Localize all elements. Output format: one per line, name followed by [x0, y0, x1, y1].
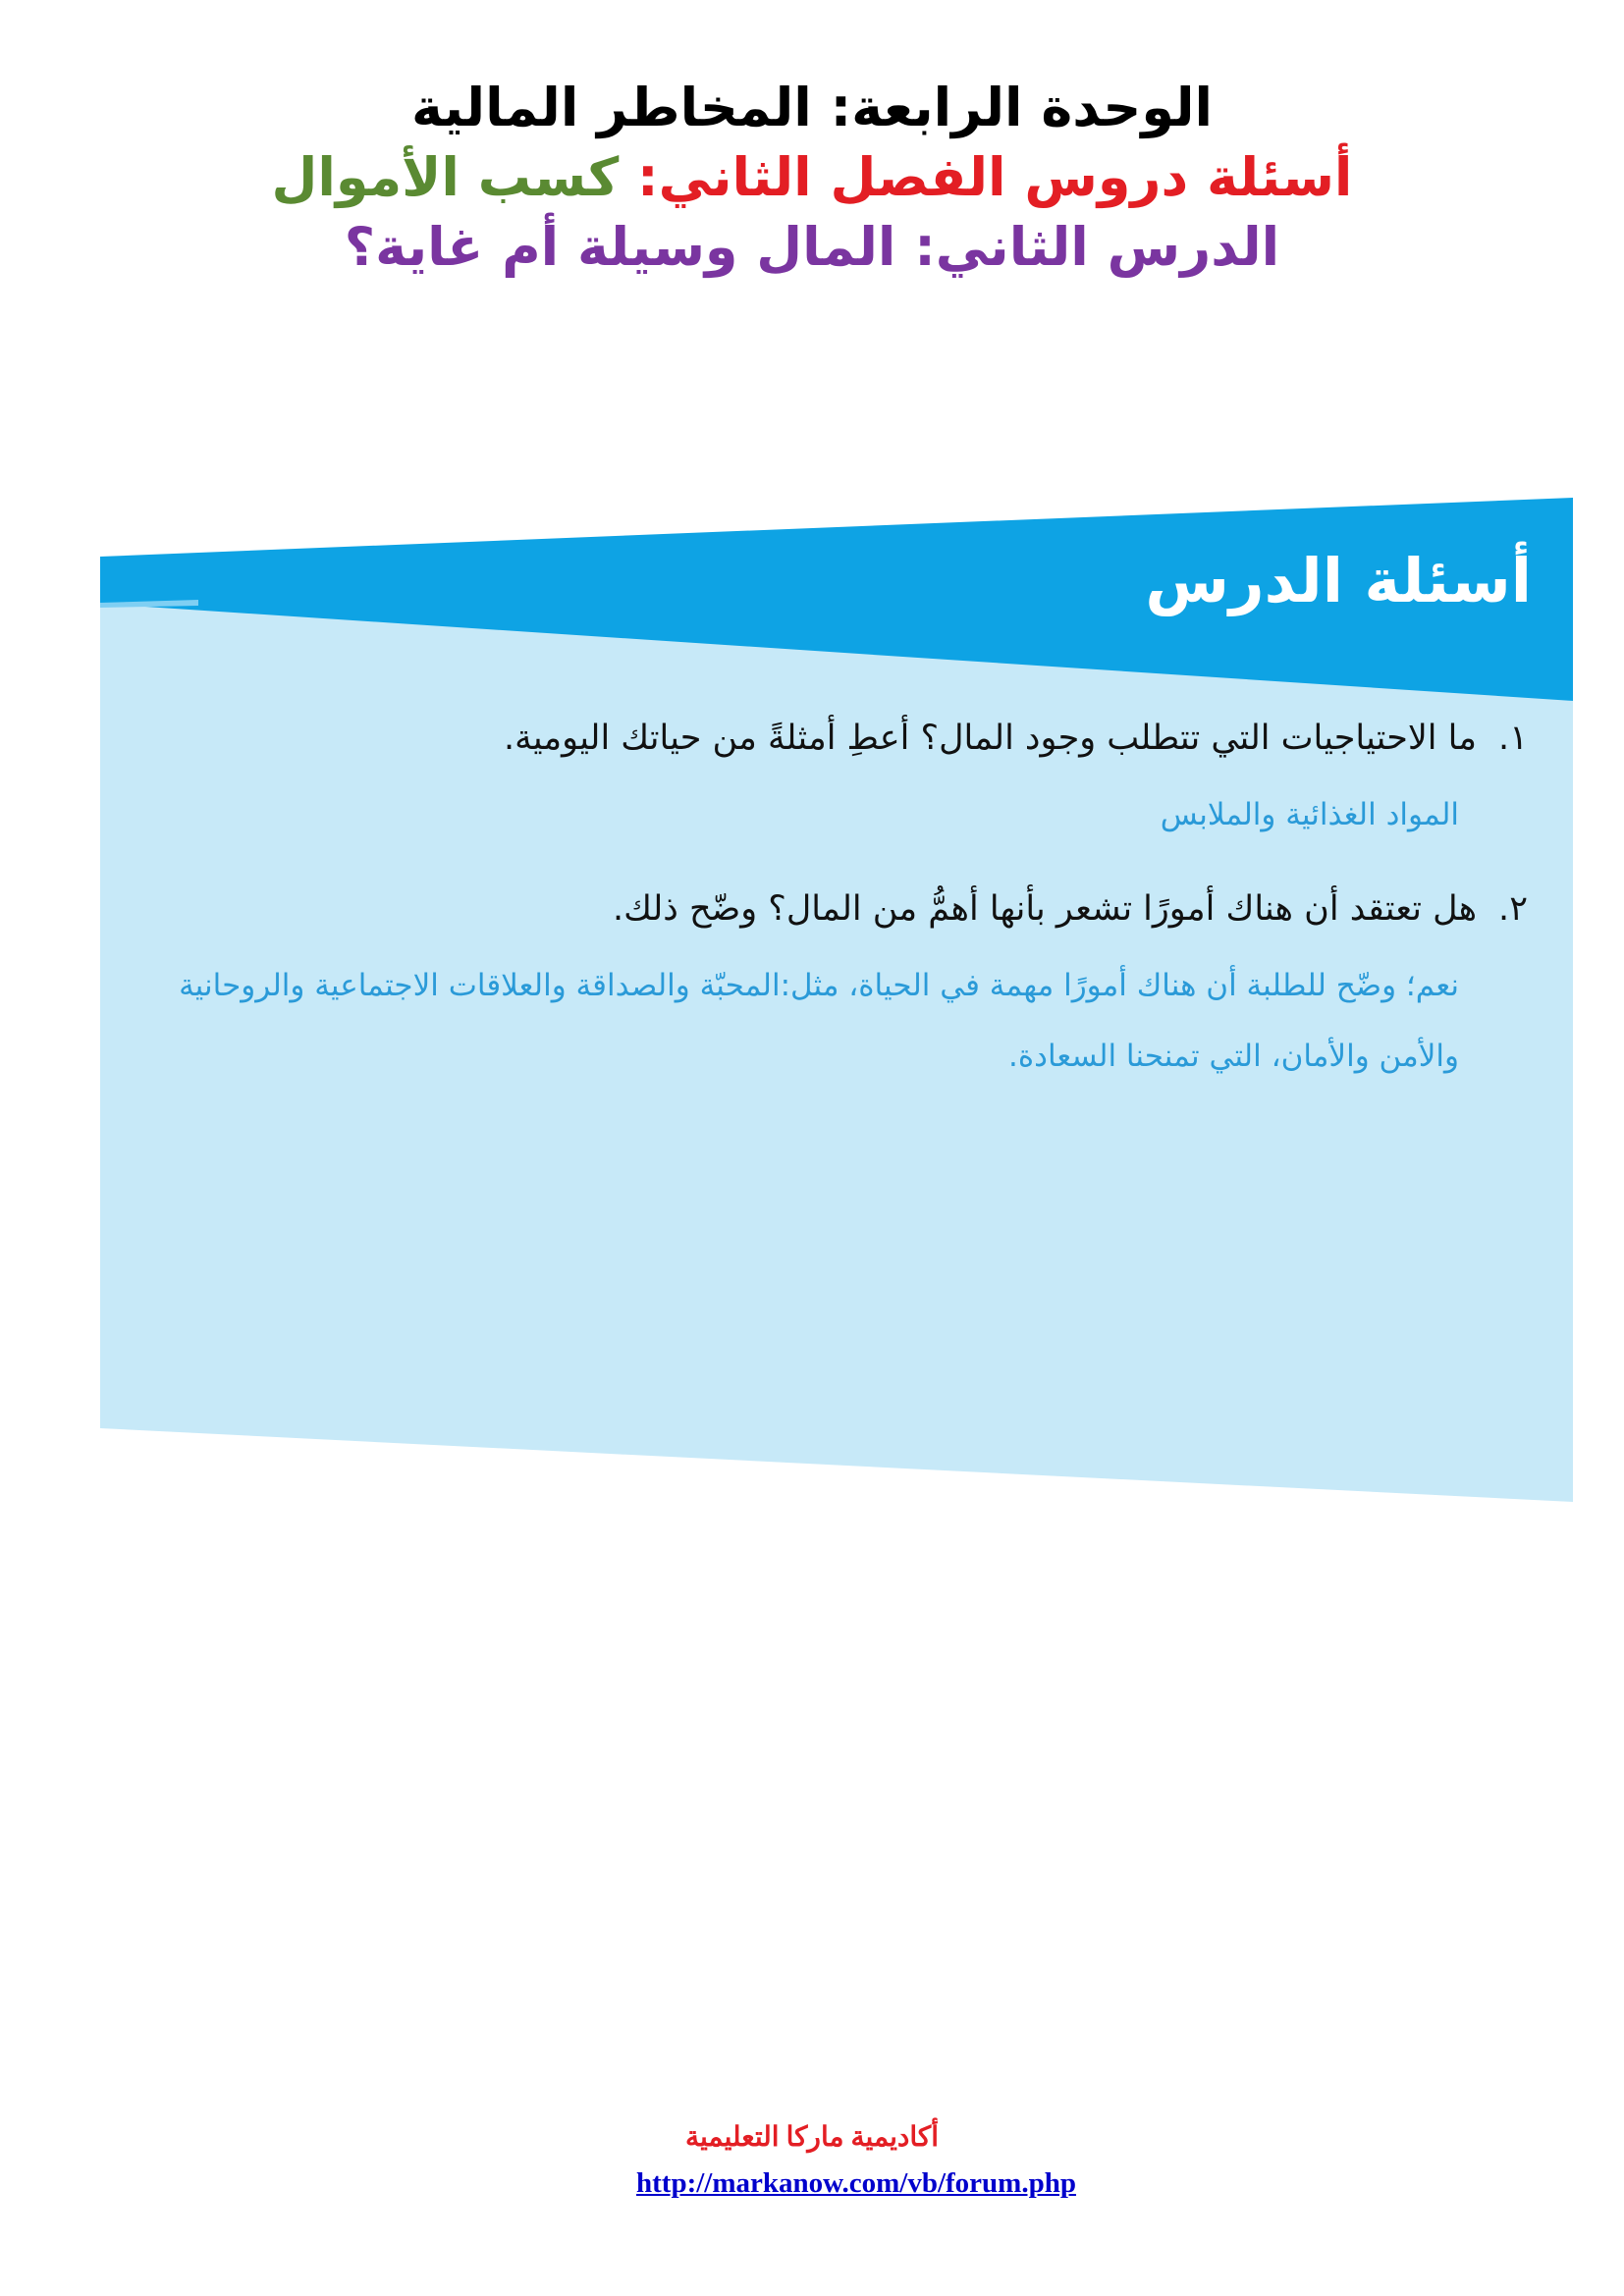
- page-footer: [0, 2120, 1624, 2200]
- chapter-prefix: أسئلة دروس الفصل الثاني:: [637, 145, 1353, 208]
- answer-text: نعم؛ وضّح للطلبة أن هناك أمورًا مهمة في الحياة، مثل:المحبّة والصداقة والعلاقات الاجتماعية والروحانية والأمن والأمان، التي تمنحنا السعادة.: [179, 968, 1459, 1074]
- answer-text: المواد الغذائية والملابس: [1160, 797, 1459, 832]
- lesson-questions-panel: [100, 498, 1573, 1502]
- panel-title: أسئلة الدرس: [1145, 545, 1532, 616]
- question-number: ١.: [1498, 719, 1528, 758]
- lesson-title: الدرس الثاني: المال وسيلة أم غاية؟: [344, 215, 1280, 278]
- unit-title: الوحدة الرابعة: المخاطر المالية: [411, 77, 1213, 138]
- question-item: [118, 709, 1528, 850]
- academy-name: أكاديمية ماركا التعليمية: [684, 2122, 940, 2153]
- question-text: [118, 709, 1528, 768]
- question-number: ٢.: [1498, 889, 1528, 929]
- question-item: [118, 880, 1528, 1092]
- chapter-title: [0, 146, 1624, 210]
- question-text: [118, 880, 1528, 938]
- forum-link[interactable]: http://markanow.com/vb/forum.php: [636, 2167, 1076, 2199]
- question-list: [118, 709, 1528, 1121]
- question-body: هل تعتقد أن هناك أمورًا تشعر بأنها أهمُّ من المال؟ وضّح ذلك.: [612, 889, 1478, 929]
- question-body: ما الاحتياجيات التي تتطلب وجود المال؟ أعطِ أمثلةً من حياتك اليومية.: [503, 719, 1478, 758]
- chapter-name: كسب الأموال: [271, 145, 620, 208]
- page-header: [0, 77, 1624, 285]
